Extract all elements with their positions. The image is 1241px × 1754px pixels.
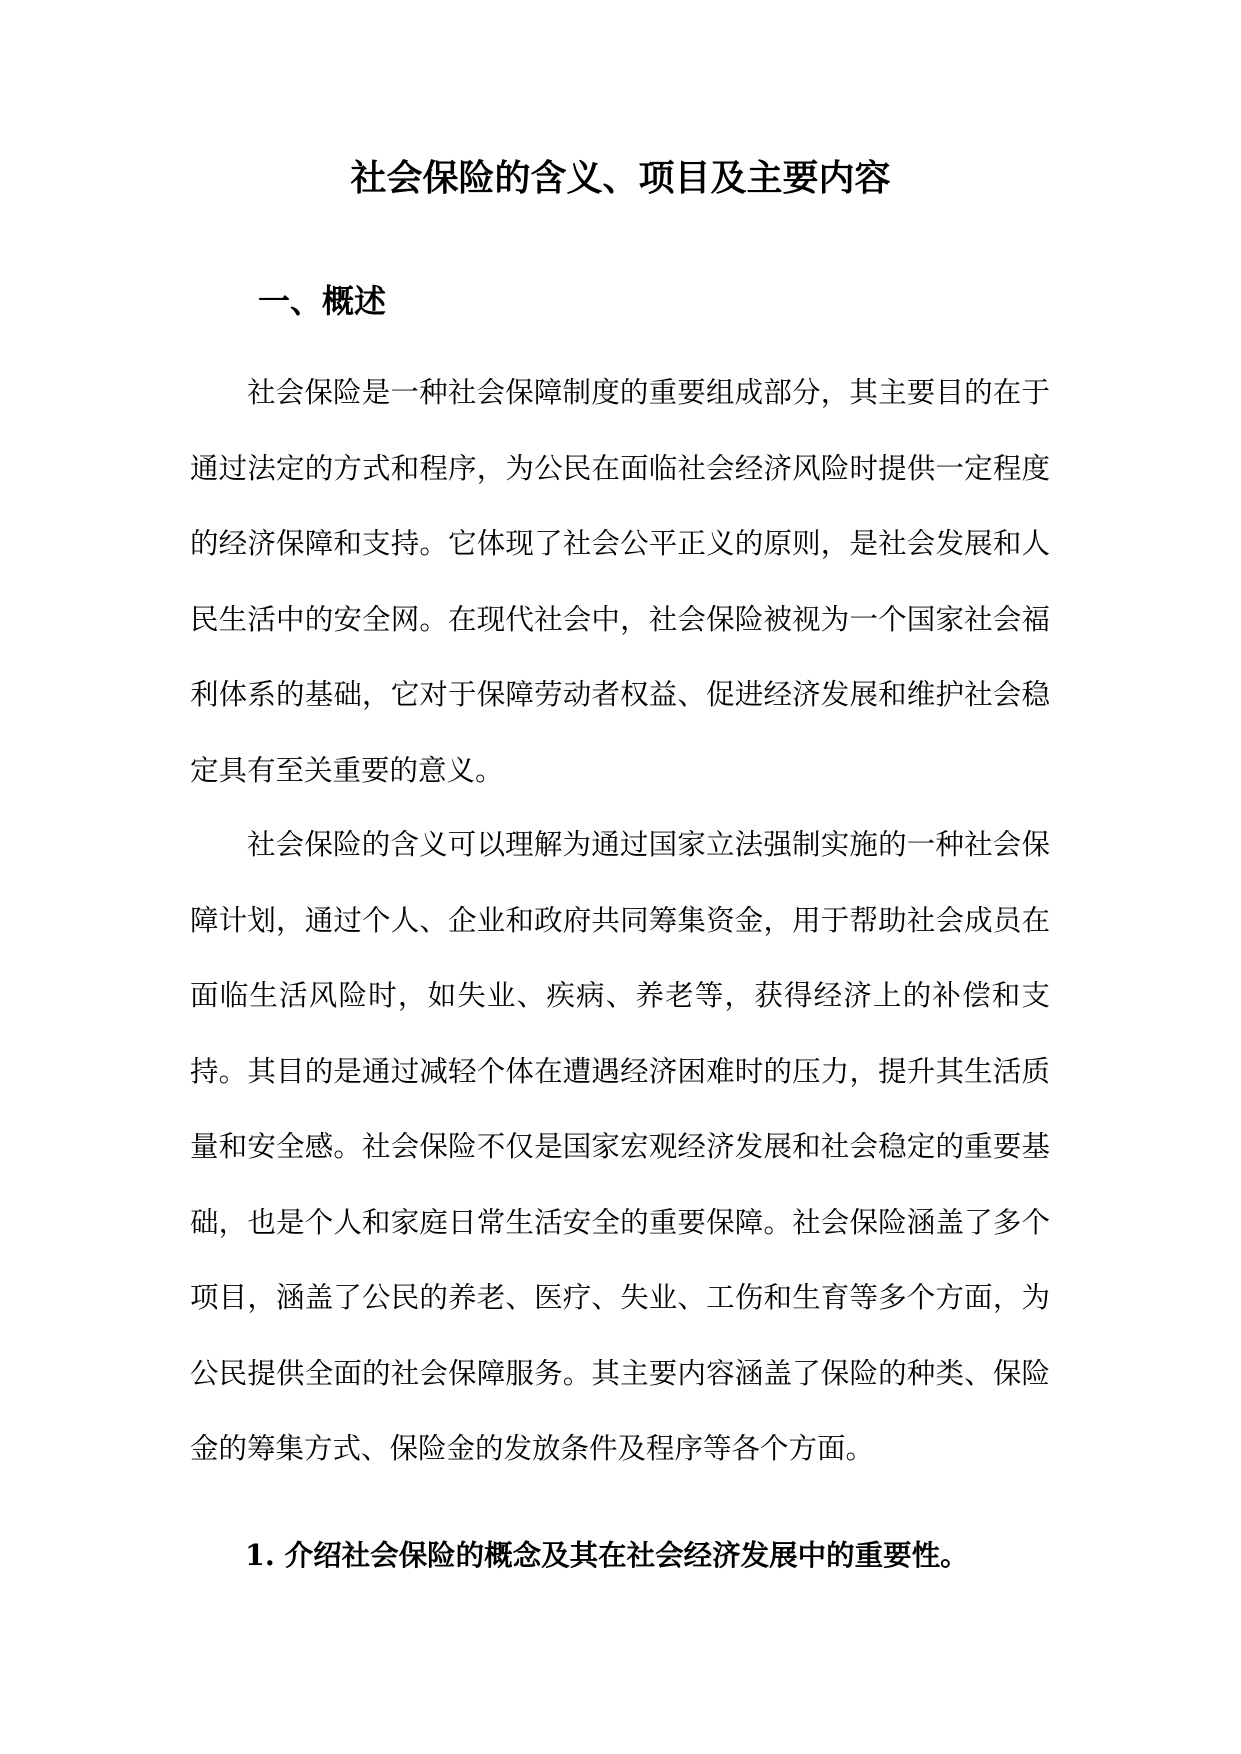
section-heading-overview: 一、概述 [258,282,387,320]
paragraph-definition-overview: 社会保险是一种社会保障制度的重要组成部分，其主要目的在于通过法定的方式和程序，为公民在面临社会经济风险时提供一定程度的经济保障和支持。它体现了社会公平正义的原则，是社会发展和人民生活中的安全网。在现代社会中，社会保险被视为一个国家社会福利体系的基础，它对于保障劳动者权益、促进经济发展和维护社会稳定具有至关重要的意义。 [190,376,1050,787]
list-item-heading: 1. 介绍社会保险的概念及其在社会经济发展中的重要性。 [245,1538,969,1572]
paragraph-meaning-and-scope: 社会保险的含义可以理解为通过国家立法强制实施的一种社会保障计划，通过个人、企业和政府共同筹集资金，用于帮助社会成员在面临生活风险时，如失业、疾病、养老等，获得经济上的补偿和支持。其目的是通过减轻个体在遭遇经济困难时的压力，提升其生活质量和安全感。社会保险不仅是国家宏观经济发展和社会稳定的重要基础，也是个人和家庭日常生活安全的重要保障。社会保险涵盖了多个项目，涵盖了公民的养老、医疗、失业、工伤和生育等多个方面，为公民提供全面的社会保障服务。其主要内容涵盖了保险的种类、保险金的筹集方式、保险金的发放条件及程序等各个方面。 [190,828,1050,1465]
document-title: 社会保险的含义、项目及主要内容 [350,157,891,199]
